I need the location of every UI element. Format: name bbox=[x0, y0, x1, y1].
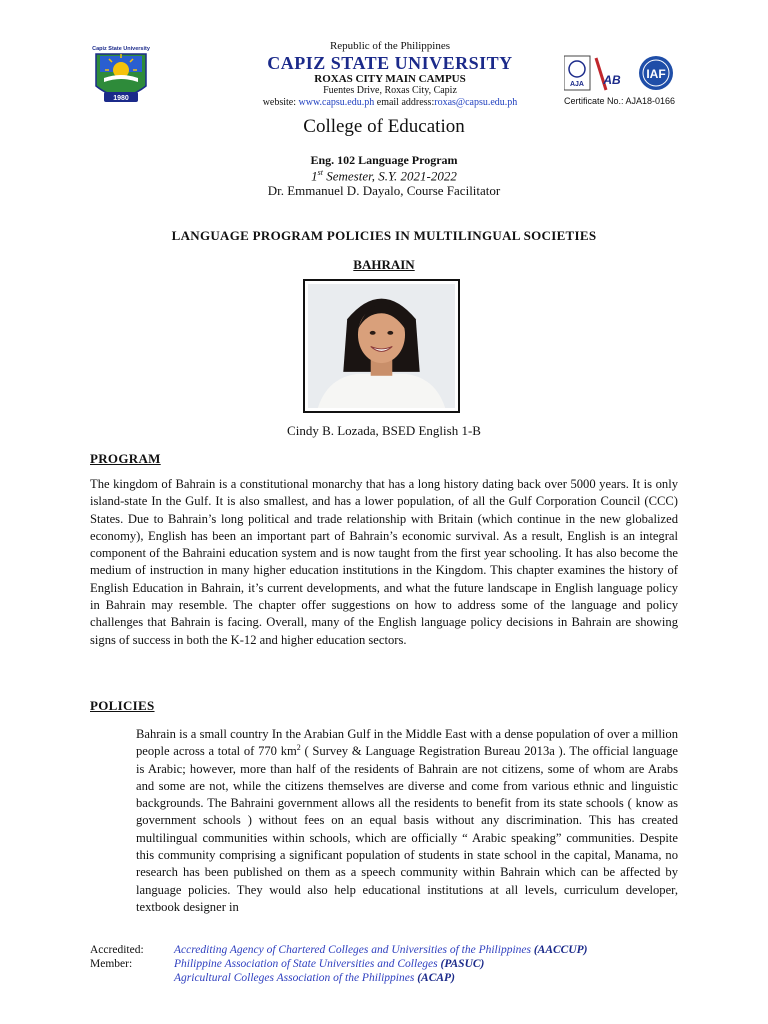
letterhead-text bbox=[220, 40, 560, 109]
semester-text: Semester, S.Y. 2021-2022 bbox=[322, 168, 457, 184]
accredited-label: Accredited: bbox=[90, 944, 144, 956]
aja-logo-text: AJA bbox=[569, 81, 585, 88]
semester-number: 1 bbox=[311, 168, 318, 184]
document-title: LANGUAGE PROGRAM POLICIES IN MULTILINGUAL SOCIETIES bbox=[171, 228, 597, 243]
program-heading: PROGRAM bbox=[90, 451, 161, 466]
policies-text-part2: ( Survey & Language Registration Bureau 2013a ). The official language is Arabic; however, more than half of the residents of Bahrain are not citizens, some of whom are Arabs and some are not, while the citizens themselves are diverse and come from various ethnic and linguistic backgrounds. The Bahraini government allows all the residents to benefit from its state schools ( know as government schools ) without fees on an equal basis without any discrimination. This has created multilingual communities within schools, which are officially “ Arabic speaking” communities. Despite this community comprising a significant population of students in state school in the capital, Manama, no research has been published on them as a speech community within Bahrain which can be affected by language policies. They would also help educational institutions at all levels, curriculum developer, textbook designer in bbox=[136, 744, 678, 914]
member-org-1: Philippine Association of State Universities and Colleges bbox=[174, 958, 441, 970]
policies-paragraph bbox=[136, 726, 678, 916]
member-abbr-2: (ACAP) bbox=[417, 972, 455, 984]
footer-member-row bbox=[90, 957, 690, 971]
semester-line bbox=[0, 168, 768, 184]
email-label: email address: bbox=[376, 97, 435, 108]
svg-text:AB bbox=[602, 73, 621, 87]
republic-line: Republic of the Philippines bbox=[329, 40, 451, 52]
college-title: College of Education bbox=[303, 116, 465, 137]
member-value-1 bbox=[174, 957, 484, 971]
accredited-abbr: (AACCUP) bbox=[533, 944, 588, 956]
member-value-2 bbox=[174, 971, 455, 985]
policies-text-part1: Bahrain is a small country In the Arabian Gulf in the Middle East with a dense population of over a million people across a total of 770 km bbox=[136, 727, 678, 759]
member-abbr-1: (PASUC) bbox=[440, 958, 485, 970]
anab-logo-text: AB bbox=[603, 73, 621, 87]
contact-line bbox=[220, 97, 560, 109]
country-heading: BAHRAIN bbox=[353, 257, 415, 272]
accredited-value bbox=[174, 943, 588, 957]
email-link[interactable]: roxas@capsu.edu.ph bbox=[434, 97, 518, 108]
logo-year: 1980 bbox=[113, 95, 129, 102]
website-label: website: bbox=[262, 97, 297, 108]
accreditation-footer bbox=[90, 943, 690, 985]
certificate-number: Certificate No.: AJA18-0166 bbox=[564, 96, 676, 106]
letterhead bbox=[90, 40, 680, 112]
logo-caption: Capiz State University bbox=[92, 46, 150, 52]
course-facilitator: Dr. Emmanuel D. Dayalo, Course Facilitator bbox=[267, 183, 501, 198]
svg-text:AJA bbox=[570, 81, 584, 88]
member-label-spacer bbox=[90, 971, 174, 985]
course-title: Eng. 102 Language Program bbox=[310, 153, 458, 167]
university-name: CAPIZ STATE UNIVERSITY bbox=[267, 53, 513, 73]
program-paragraph: The kingdom of Bahrain is a constitutional monarchy that has a long history dating back over 5000 years. It is only island-state In the Gulf. It is also smallest, and has a lower population, of all the Gulf Corporation Council (CCC) States. Due to Bahrain’s long political and trade relationship with Britain (which continue in the new globalized economy), English has been an important part of Bahrain’s economic survival. As a result, English is an integral component of the Bahraini education system and is now taught from the first year schooling. It has also become the medium of instruction in many higher education institutions in the Kingdom. This chapter examines the history of English Education in Bahrain, it’s current developments, and what the future landscape in English language policy in Bahrain may resemble. The chapter offer suggestions on how to address some of the language and policy challenges that Bahrain is facing. Overall, many of the English language policy decisions in Bahrain are showing signs of success in both the K-12 and higher education sectors. bbox=[90, 477, 678, 647]
campus-address: Fuentes Drive, Roxas City, Capiz bbox=[323, 85, 457, 96]
university-logo bbox=[90, 42, 152, 108]
photo-caption: Cindy B. Lozada, BSED English 1-B bbox=[287, 423, 481, 438]
svg-text:IAF bbox=[646, 67, 665, 81]
svg-text:Capiz State University bbox=[92, 46, 151, 52]
svg-text:1980 bbox=[113, 95, 129, 102]
iaf-logo-text: IAF bbox=[646, 67, 666, 81]
policies-heading: POLICIES bbox=[90, 698, 155, 713]
accredited-agency: Accrediting Agency of Chartered Colleges and Universities of the Philippines bbox=[174, 944, 534, 956]
superscript-two: 2 bbox=[296, 743, 301, 753]
member-label: Member: bbox=[90, 958, 133, 970]
footer-accredited-row bbox=[90, 943, 690, 957]
campus-name: ROXAS CITY MAIN CAMPUS bbox=[314, 73, 466, 85]
footer-member-row-2 bbox=[90, 971, 690, 985]
member-org-2: Agricultural Colleges Association of the Philippines bbox=[174, 972, 418, 984]
website-link[interactable]: www.capsu.edu.ph bbox=[298, 97, 375, 108]
certification-logos bbox=[564, 54, 680, 94]
student-photo bbox=[303, 279, 460, 413]
semester-suffix: st bbox=[317, 168, 323, 177]
